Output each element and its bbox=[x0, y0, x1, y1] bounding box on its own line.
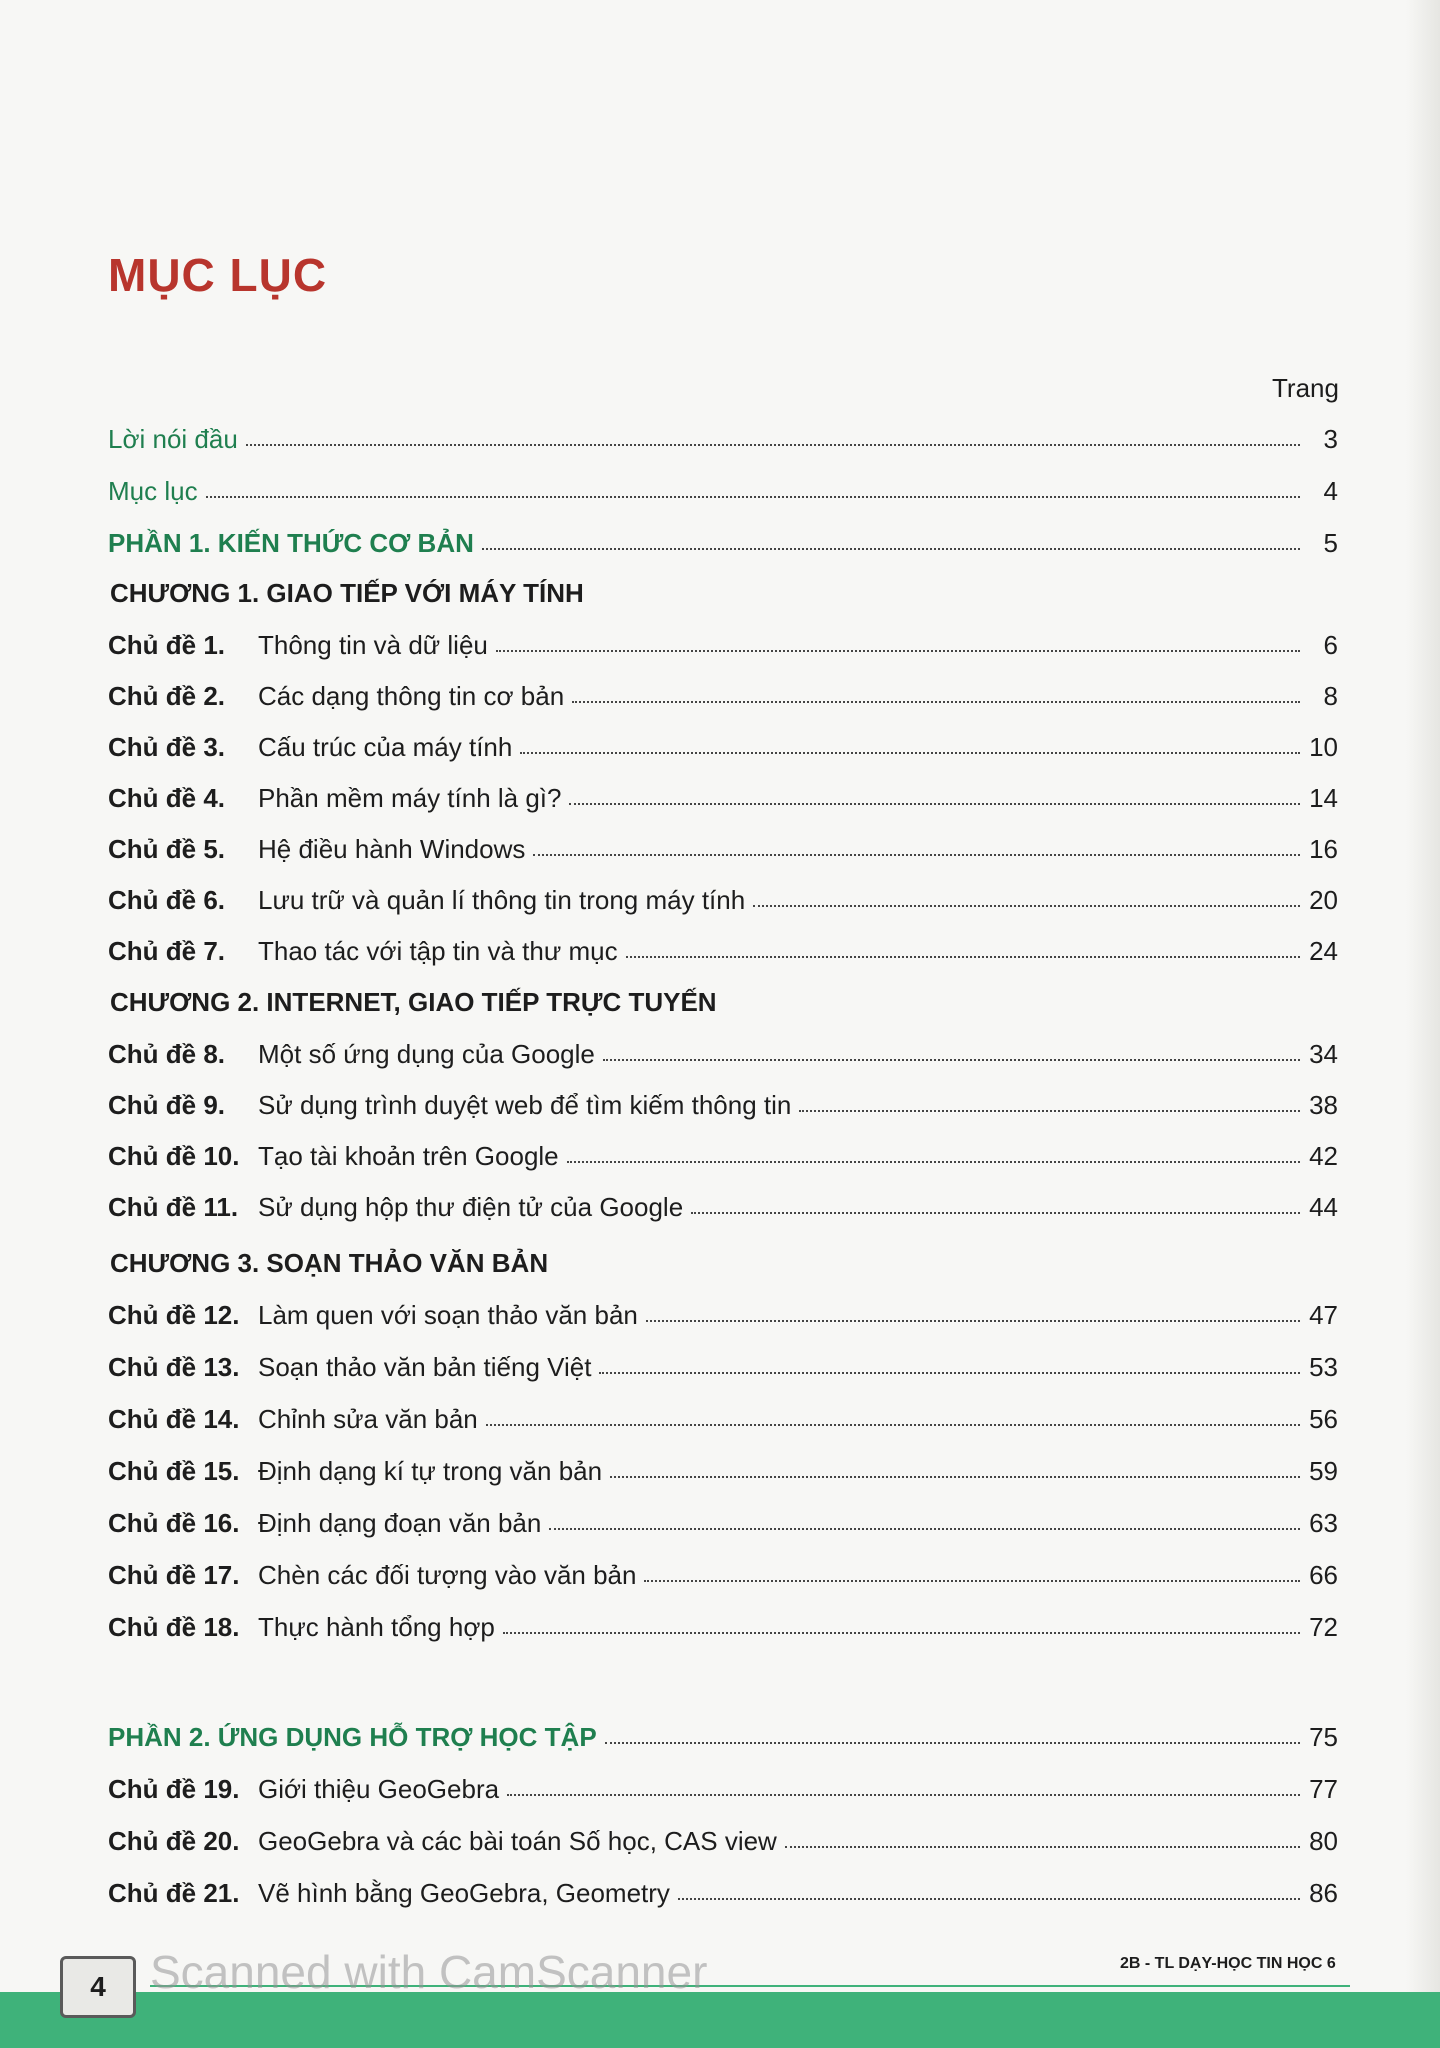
part-label: PHẦN 2. ỨNG DỤNG HỖ TRỢ HỌC TẬP bbox=[108, 1722, 597, 1752]
footer-band bbox=[0, 1992, 1440, 2048]
entry-page: 72 bbox=[1309, 1612, 1338, 1642]
entry-page: 63 bbox=[1309, 1508, 1338, 1538]
series-label: 2B - TL DẠY-HỌC TIN HỌC 6 bbox=[1120, 1955, 1336, 1972]
dot-leader bbox=[691, 1211, 1300, 1214]
topic-code: Chủ đề 9. bbox=[108, 1090, 226, 1120]
entry-page: 53 bbox=[1309, 1352, 1338, 1382]
entry-page: 5 bbox=[1323, 528, 1338, 558]
toc-topic-19[interactable] bbox=[108, 1774, 1338, 1814]
topic-name: Các dạng thông tin cơ bản bbox=[258, 681, 565, 711]
topic-name: Soạn thảo văn bản tiếng Việt bbox=[258, 1352, 592, 1382]
toc-topic-6[interactable] bbox=[108, 885, 1338, 925]
topic-code: Chủ đề 8. bbox=[108, 1039, 226, 1069]
toc-topic-16[interactable] bbox=[108, 1508, 1338, 1548]
topic-code: Chủ đề 11. bbox=[108, 1192, 239, 1222]
toc-topic-1[interactable] bbox=[108, 630, 1338, 670]
dot-leader bbox=[572, 700, 1300, 703]
page-column-header: Trang bbox=[1272, 373, 1339, 403]
dot-leader bbox=[610, 1475, 1300, 1478]
chapter-1-heading: CHƯƠNG 1. GIAO TIẾP VỚI MÁY TÍNH bbox=[110, 578, 584, 608]
entry-page: 44 bbox=[1309, 1192, 1338, 1222]
toc-entry-contents[interactable] bbox=[108, 476, 1338, 516]
dot-leader bbox=[678, 1897, 1300, 1900]
entry-page: 24 bbox=[1309, 936, 1338, 966]
topic-name: GeoGebra và các bài toán Số học, CAS view bbox=[258, 1826, 777, 1856]
dot-leader bbox=[549, 1527, 1300, 1530]
toc-topic-18[interactable] bbox=[108, 1612, 1338, 1652]
dot-leader bbox=[567, 1160, 1300, 1163]
entry-page: 34 bbox=[1309, 1039, 1338, 1069]
topic-name: Thực hành tổng hợp bbox=[258, 1612, 495, 1642]
entry-page: 4 bbox=[1323, 476, 1338, 506]
dot-leader bbox=[605, 1741, 1300, 1744]
topic-code: Chủ đề 7. bbox=[108, 936, 226, 966]
entry-label: Mục lục bbox=[108, 476, 198, 506]
topic-code: Chủ đề 17. bbox=[108, 1560, 240, 1590]
entry-page: 20 bbox=[1309, 885, 1338, 915]
topic-name: Định dạng đoạn văn bản bbox=[258, 1508, 542, 1538]
topic-code: Chủ đề 6. bbox=[108, 885, 226, 915]
entry-page: 80 bbox=[1309, 1826, 1338, 1856]
topic-name: Hệ điều hành Windows bbox=[258, 834, 526, 864]
topic-code: Chủ đề 16. bbox=[108, 1508, 240, 1538]
dot-leader bbox=[603, 1058, 1300, 1061]
topic-code: Chủ đề 18. bbox=[108, 1612, 240, 1642]
toc-topic-14[interactable] bbox=[108, 1404, 1338, 1444]
dot-leader bbox=[799, 1109, 1300, 1112]
dot-leader bbox=[644, 1579, 1300, 1582]
topic-code: Chủ đề 2. bbox=[108, 681, 226, 711]
topic-code: Chủ đề 21. bbox=[108, 1878, 240, 1908]
topic-name: Giới thiệu GeoGebra bbox=[258, 1774, 500, 1804]
topic-name: Thao tác với tập tin và thư mục bbox=[258, 936, 618, 966]
dot-leader bbox=[496, 649, 1300, 652]
toc-topic-8[interactable] bbox=[108, 1039, 1338, 1079]
dot-leader bbox=[486, 1423, 1300, 1426]
topic-code: Chủ đề 5. bbox=[108, 834, 226, 864]
toc-entry-preface[interactable] bbox=[108, 424, 1338, 464]
toc-topic-13[interactable] bbox=[108, 1352, 1338, 1392]
entry-page: 14 bbox=[1309, 783, 1338, 813]
entry-page: 6 bbox=[1323, 630, 1338, 660]
scanner-watermark: Scanned with CamScanner bbox=[150, 1946, 708, 1998]
entry-page: 3 bbox=[1323, 424, 1338, 454]
entry-page: 8 bbox=[1323, 681, 1338, 711]
page-title: MỤC LỤC bbox=[108, 249, 328, 301]
entry-page: 75 bbox=[1309, 1722, 1338, 1752]
topic-name: Lưu trữ và quản lí thông tin trong máy tính bbox=[258, 885, 746, 915]
dot-leader bbox=[206, 495, 1300, 498]
toc-part-1[interactable] bbox=[108, 528, 1338, 568]
dot-leader bbox=[482, 547, 1300, 550]
topic-name: Làm quen với soạn thảo văn bản bbox=[258, 1300, 638, 1330]
dot-leader bbox=[507, 1793, 1300, 1796]
toc-topic-4[interactable] bbox=[108, 783, 1338, 823]
topic-name: Thông tin và dữ liệu bbox=[258, 630, 488, 660]
toc-topic-3[interactable] bbox=[108, 732, 1338, 772]
dot-leader bbox=[785, 1845, 1300, 1848]
page-edge-shadow bbox=[1406, 0, 1440, 2048]
entry-page: 66 bbox=[1309, 1560, 1338, 1590]
topic-name: Vẽ hình bằng GeoGebra, Geometry bbox=[258, 1878, 670, 1908]
topic-code: Chủ đề 3. bbox=[108, 732, 226, 762]
dot-leader bbox=[246, 443, 1300, 446]
toc-topic-7[interactable] bbox=[108, 936, 1338, 976]
toc-topic-2[interactable] bbox=[108, 681, 1338, 721]
entry-page: 38 bbox=[1309, 1090, 1338, 1120]
topic-name: Cấu trúc của máy tính bbox=[258, 732, 513, 762]
entry-page: 10 bbox=[1309, 732, 1338, 762]
dot-leader bbox=[533, 853, 1300, 856]
topic-code: Chủ đề 12. bbox=[108, 1300, 240, 1330]
chapter-2-heading: CHƯƠNG 2. INTERNET, GIAO TIẾP TRỰC TUYẾN bbox=[110, 987, 717, 1017]
topic-name: Định dạng kí tự trong văn bản bbox=[258, 1456, 603, 1486]
toc-topic-9[interactable] bbox=[108, 1090, 1338, 1130]
toc-topic-17[interactable] bbox=[108, 1560, 1338, 1600]
entry-label: Lời nói đầu bbox=[108, 424, 238, 454]
topic-name: Tạo tài khoản trên Google bbox=[258, 1141, 559, 1171]
toc-topic-12[interactable] bbox=[108, 1300, 1338, 1340]
topic-code: Chủ đề 4. bbox=[108, 783, 226, 813]
dot-leader bbox=[626, 955, 1300, 958]
part-label: PHẦN 1. KIẾN THỨC CƠ BẢN bbox=[108, 528, 474, 558]
topic-name: Sử dụng hộp thư điện tử của Google bbox=[258, 1192, 684, 1222]
dot-leader bbox=[520, 751, 1300, 754]
toc-topic-11[interactable] bbox=[108, 1192, 1338, 1232]
entry-page: 86 bbox=[1309, 1878, 1338, 1908]
entry-page: 59 bbox=[1309, 1456, 1338, 1486]
topic-code: Chủ đề 10. bbox=[108, 1141, 240, 1171]
topic-name: Phần mềm máy tính là gì? bbox=[258, 783, 562, 813]
toc-topic-5[interactable] bbox=[108, 834, 1338, 874]
entry-page: 56 bbox=[1309, 1404, 1338, 1434]
topic-name: Sử dụng trình duyệt web để tìm kiếm thông tin bbox=[258, 1090, 792, 1120]
topic-name: Một số ứng dụng của Google bbox=[258, 1039, 595, 1069]
toc-topic-15[interactable] bbox=[108, 1456, 1338, 1496]
toc-part-2[interactable] bbox=[108, 1722, 1338, 1762]
topic-name: Chỉnh sửa văn bản bbox=[258, 1404, 478, 1434]
toc-topic-10[interactable] bbox=[108, 1141, 1338, 1181]
topic-code: Chủ đề 13. bbox=[108, 1352, 240, 1382]
topic-code: Chủ đề 14. bbox=[108, 1404, 240, 1434]
dot-leader bbox=[646, 1319, 1300, 1322]
chapter-3-heading: CHƯƠNG 3. SOẠN THẢO VĂN BẢN bbox=[110, 1248, 549, 1278]
entry-page: 16 bbox=[1309, 834, 1338, 864]
dot-leader bbox=[503, 1631, 1300, 1634]
topic-code: Chủ đề 1. bbox=[108, 630, 226, 660]
entry-page: 42 bbox=[1309, 1141, 1338, 1171]
topic-code: Chủ đề 15. bbox=[108, 1456, 240, 1486]
entry-page: 77 bbox=[1309, 1774, 1338, 1804]
topic-code: Chủ đề 20. bbox=[108, 1826, 240, 1856]
dot-leader bbox=[569, 802, 1300, 805]
dot-leader bbox=[753, 904, 1300, 907]
topic-code: Chủ đề 19. bbox=[108, 1774, 240, 1804]
topic-name: Chèn các đối tượng vào văn bản bbox=[258, 1560, 637, 1590]
entry-page: 47 bbox=[1309, 1300, 1338, 1330]
page-number-badge: 4 bbox=[60, 1956, 136, 2018]
dot-leader bbox=[599, 1371, 1300, 1374]
toc-topic-20[interactable] bbox=[108, 1826, 1338, 1866]
toc-topic-21[interactable] bbox=[108, 1878, 1338, 1918]
